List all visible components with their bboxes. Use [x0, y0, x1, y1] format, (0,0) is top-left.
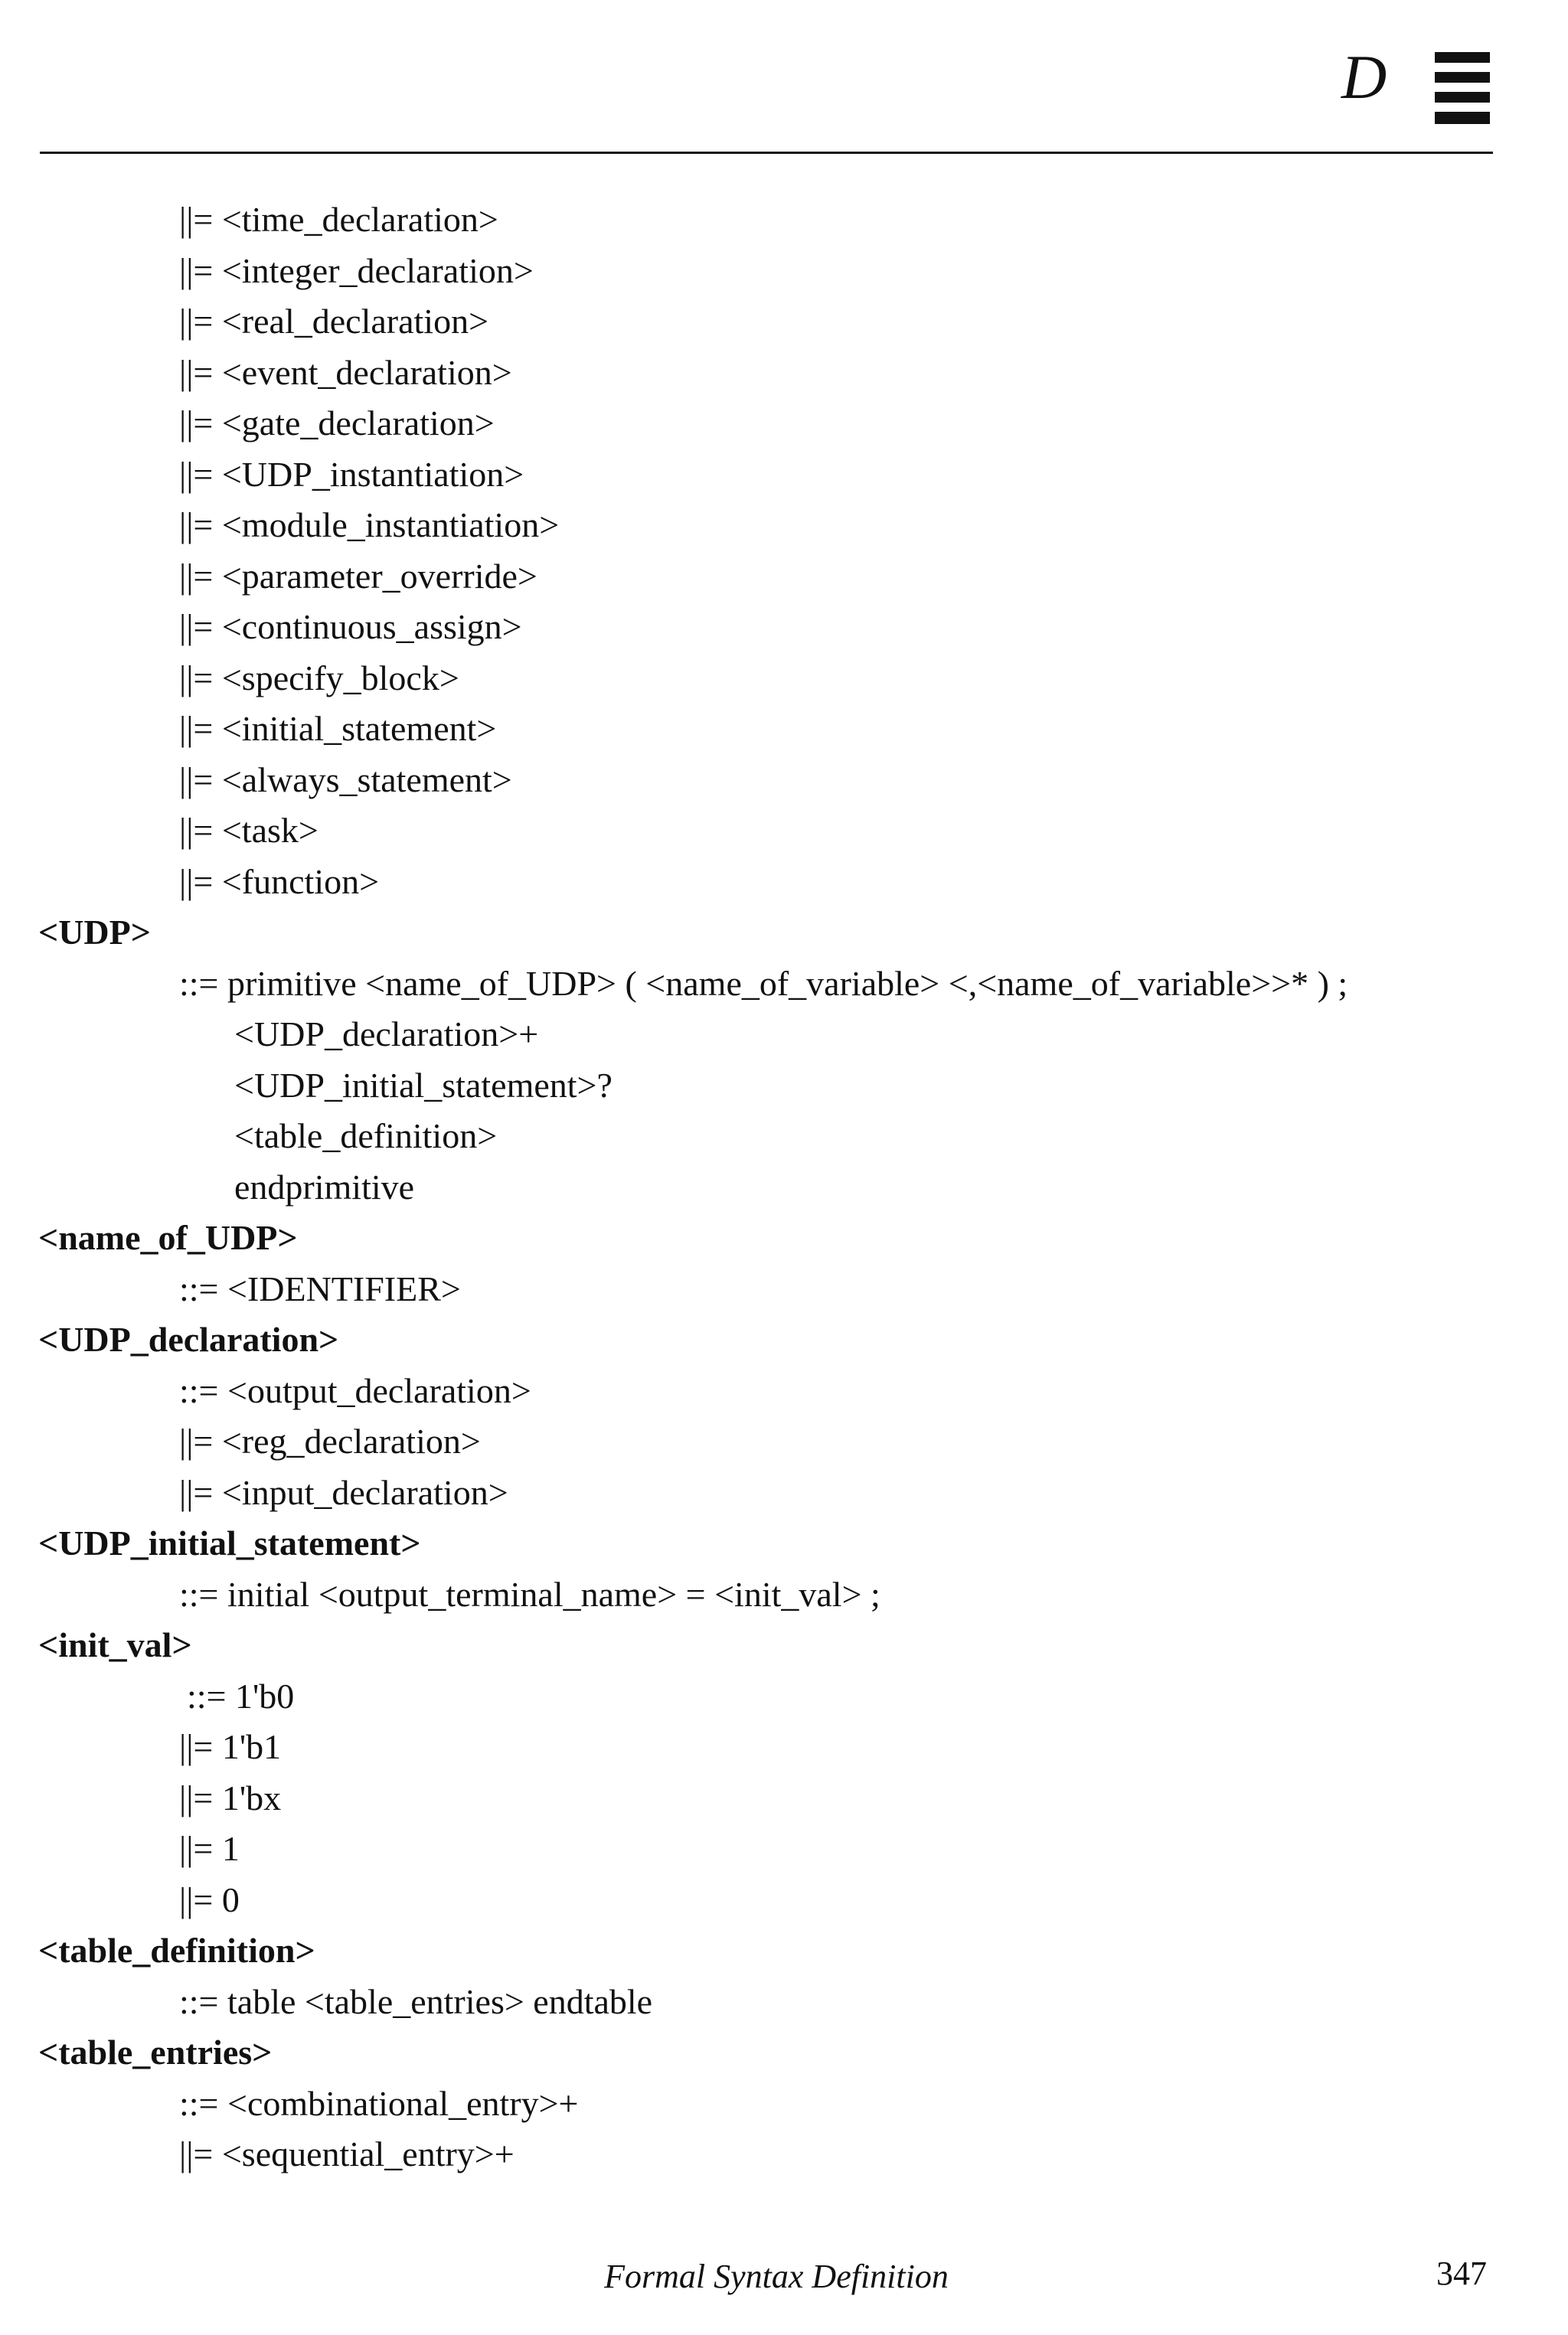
production-alternative: ||= <event_declaration>	[179, 352, 512, 392]
production-name: <table_entries>	[38, 2033, 273, 2072]
production-alternative: ||= <always_statement>	[179, 759, 512, 799]
production-alternative: ||= <function>	[179, 861, 380, 901]
production-alternative: ||= <specify_block>	[179, 658, 459, 697]
production-alternative: ::= initial <output_terminal_name> = <init_val> ;	[179, 1574, 880, 1614]
production-alternative: ||= <UDP_instantiation>	[179, 454, 524, 494]
production-alternative: ||= <gate_declaration>	[179, 403, 495, 443]
section-tab-marker	[1435, 52, 1490, 124]
production-alternative: ||= 1'b1	[179, 1727, 282, 1766]
production-alternative: ||= 1	[179, 1829, 240, 1868]
production-alternative: ||= <module_instantiation>	[179, 505, 560, 544]
footer-title	[0, 2257, 1568, 2296]
production-alternative: ::= <combinational_entry>+	[179, 2083, 579, 2123]
production-alternative: ||= <time_declaration>	[179, 200, 498, 239]
tab-bar	[1435, 92, 1490, 103]
production-alternative: ||= <continuous_assign>	[179, 607, 522, 646]
footer-title-text: Formal Syntax Definition	[604, 2258, 949, 2295]
production-alternative: ||= <input_declaration>	[179, 1472, 508, 1512]
production-name: <name_of_UDP>	[38, 1218, 298, 1257]
production-alternative: ||= <sequential_entry>+	[179, 2134, 514, 2173]
grammar-listing	[0, 194, 1568, 2180]
production-alternative: ||= <parameter_override>	[179, 556, 537, 596]
production-alternative: ::= <output_declaration>	[179, 1370, 531, 1410]
production-alternative: ::= <IDENTIFIER>	[179, 1269, 461, 1308]
production-name: <UDP_initial_statement>	[38, 1523, 421, 1563]
production-alternative: ::= table <table_entries> endtable	[179, 1981, 653, 2021]
production-alternative: ||= <task>	[179, 811, 318, 850]
production-alternative: ||= 1'bx	[179, 1778, 282, 1817]
production-name: <init_val>	[38, 1625, 192, 1664]
production-name: <UDP_declaration>	[38, 1320, 339, 1359]
tab-bar	[1435, 72, 1490, 83]
production-alternative: ::= 1'b0	[187, 1676, 295, 1716]
production-continuation: <UDP_initial_statement>?	[234, 1065, 612, 1105]
tab-bar	[1435, 112, 1490, 124]
production-alternative: ||= 0	[179, 1879, 240, 1919]
production-name: <UDP>	[38, 913, 151, 952]
production-alternative: ||= <integer_declaration>	[179, 250, 534, 290]
production-continuation: <UDP_declaration>+	[234, 1014, 539, 1053]
production-alternative: ::= primitive <name_of_UDP> ( <name_of_variable> <,<name_of_variable>>* ) ;	[179, 963, 1348, 1003]
production-alternative: ||= <reg_declaration>	[179, 1422, 481, 1461]
appendix-letter: D	[1341, 42, 1387, 112]
production-alternative: ||= <initial_statement>	[179, 709, 497, 748]
production-alternative: ||= <real_declaration>	[179, 302, 489, 341]
production-name: <table_definition>	[38, 1931, 315, 1970]
tab-bar	[1435, 52, 1490, 63]
header-rule	[40, 152, 1493, 154]
production-continuation: <table_definition>	[234, 1116, 498, 1155]
page-number: 347	[1436, 2255, 1487, 2292]
production-continuation: endprimitive	[234, 1167, 415, 1207]
